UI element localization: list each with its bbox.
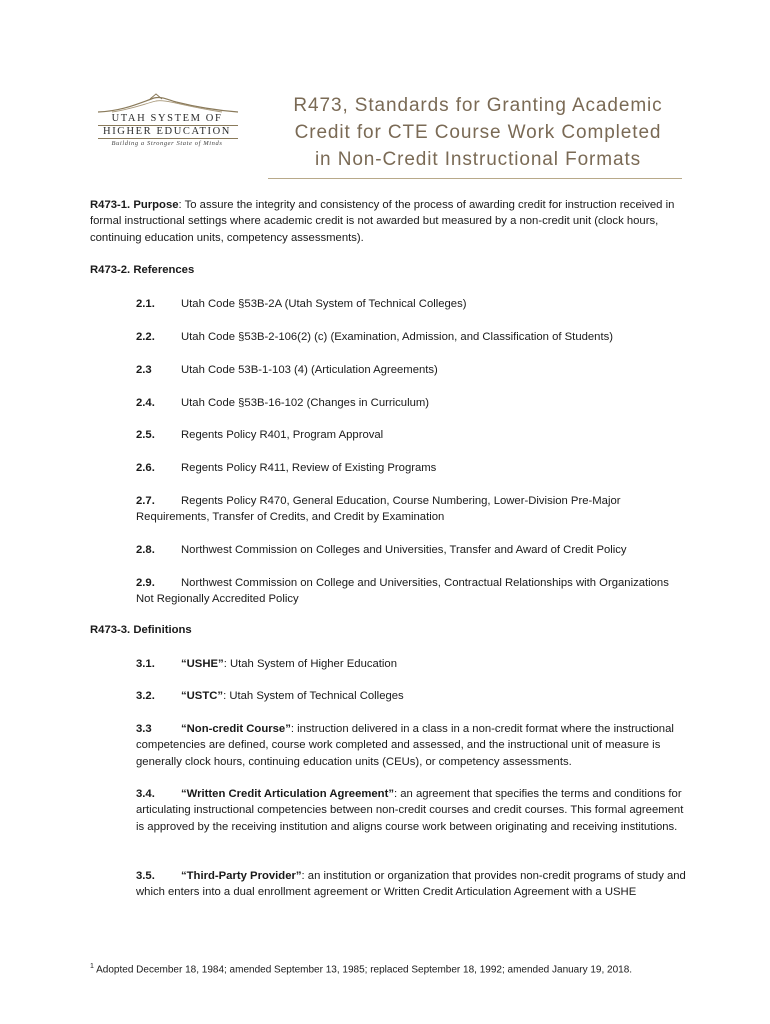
ushe-logo bbox=[92, 92, 242, 152]
reference-item: 2.6. Regents Policy R411, Review of Existing Programs bbox=[136, 462, 437, 474]
definition-item: 3.2. “USTC”: Utah System of Technical Colleges bbox=[136, 690, 404, 702]
reference-item: 2.5. Regents Policy R401, Program Approval bbox=[136, 429, 384, 441]
purpose-text: : To assure the integrity and consistency of the process of awarding credit for instruction received in formal instructional settings where academic credit is not awarded but measured by a non-credit unit (clock hours, continuing education units, competency assessments). bbox=[90, 199, 675, 244]
references-heading: R473-2. References bbox=[90, 264, 195, 276]
title-line-1: R473, Standards for Granting Academic bbox=[293, 95, 663, 116]
reference-item: 2.3 Utah Code 53B-1-103 (4) (Articulation Agreements) bbox=[136, 364, 438, 376]
footnote bbox=[90, 963, 632, 975]
logo-tagline: Building a Stronger State of Minds bbox=[111, 140, 223, 147]
definition-term: “Written Credit Articulation Agreement” bbox=[181, 788, 394, 800]
reference-item: 2.7. Regents Policy R470, General Education, Course Numbering, Lower-Division Pre-Major Requirements, Transfer of Credits, and Credit by Examination bbox=[136, 495, 621, 524]
reference-item: 2.8. Northwest Commission on Colleges and Universities, Transfer and Award of Credit Policy bbox=[136, 544, 627, 556]
footnote-text: Adopted December 18, 1984; amended September 13, 1985; replaced September 18, 1992; amended January 19, 2018. bbox=[93, 964, 633, 976]
definition-item: 3.5. “Third-Party Provider”: an institution or organization that provides non-credit programs of study and which enters into a dual enrollment agreement or Written Credit Articulation Agreement with a USHE bbox=[136, 870, 686, 899]
footnote-mark: 1 bbox=[90, 963, 94, 970]
purpose-paragraph bbox=[90, 197, 690, 246]
reference-item: 2.2. Utah Code §53B-2-106(2) (c) (Examination, Admission, and Classification of Students) bbox=[136, 331, 614, 343]
reference-item: 2.9. Northwest Commission on College and Universities, Contractual Relationships with Organizations Not Regionally Accredited Policy bbox=[136, 577, 669, 606]
definition-item: 3.4. “Written Credit Articulation Agreement”: an agreement that specifies the terms and conditions for articulating instructional competencies between non-credit courses and credit courses. This formal agreement is approved by the receiving institution and aligns course work between originating and receiving institutions. bbox=[136, 788, 684, 833]
definition-item: 3.1. “USHE”: Utah System of Higher Education bbox=[136, 658, 397, 670]
logo-line-2: HIGHER EDUCATION bbox=[103, 126, 231, 137]
definition-term: “USHE” bbox=[181, 658, 224, 670]
title-divider bbox=[268, 178, 682, 179]
definition-term: “USTC” bbox=[181, 690, 224, 702]
logo-divider bbox=[98, 138, 238, 139]
title-line-3: in Non-Credit Instructional Formats bbox=[314, 149, 642, 170]
page-title bbox=[268, 92, 688, 173]
title-line-2: Credit for CTE Course Work Completed bbox=[294, 122, 662, 143]
definition-term: “Non-credit Course” bbox=[181, 723, 291, 735]
purpose-label: R473-1. Purpose bbox=[90, 199, 179, 211]
reference-item: 2.1. Utah Code §53B-2A (Utah System of Technical Colleges) bbox=[136, 298, 467, 310]
definitions-heading: R473-3. Definitions bbox=[90, 624, 192, 636]
reference-item: 2.4. Utah Code §53B-16-102 (Changes in Curriculum) bbox=[136, 397, 430, 409]
mountain-icon bbox=[92, 92, 242, 114]
definition-item: 3.3 “Non-credit Course”: instruction delivered in a class in a non-credit format where the instructional competencies are defined, course work completed and assessed, and the instructional unit of measure is generally clock hours, continuing education units (CEUs), or competency assessments. bbox=[136, 723, 674, 768]
logo-line-1: UTAH SYSTEM OF bbox=[111, 113, 223, 124]
definition-term: “Third-Party Provider” bbox=[181, 870, 302, 882]
